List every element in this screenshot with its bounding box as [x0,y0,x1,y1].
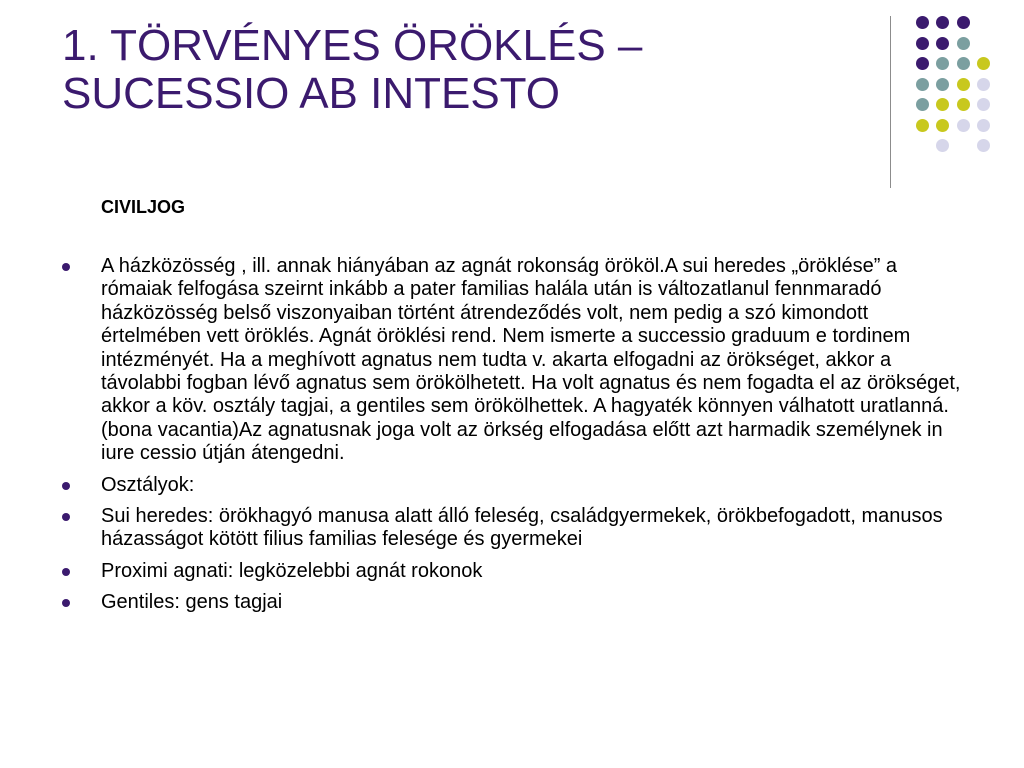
decorative-dot [977,119,990,132]
slide-title-line-1: 1. TÖRVÉNYES ÖRÖKLÉS – [62,21,643,70]
bullet-text: Proximi agnati: legközelebbi agnát rokonok [101,559,483,582]
bullet-item [60,591,970,614]
bullet-text: Sui heredes: örökhagyó manusa alatt álló feleség, családgyermekek, örökbefogadott, manusos házasságot kötött filius familias felesége és gyermekei [101,505,943,551]
bullet-icon [62,599,70,607]
decorative-dot [936,57,949,70]
decorative-dot [957,78,970,91]
slide-title-line-2: SUCESSIO AB INTESTO [62,69,560,118]
bullet-item [60,474,970,497]
decorative-dot [916,37,929,50]
subheading: CIVILJOG [101,197,186,217]
vertical-divider [890,16,891,188]
bullet-text: Gentiles: gens tagjai [101,591,283,614]
bullet-text: A házközösség , ill. annak hiányában az agnát rokonság örököl.A sui heredes „öröklése” a rómaiak felfogása szeirnt inkább a pater familias halála után is változatlanul fennmaradó házközösség belső viszonyaiban történt átrendeződés volt, nem pedig a szó kimondott értelmében vett öröklés. Agnát öröklési rend. Nem ismerte a successio graduum e tordinem intézményét. Ha a meghívott agnatus nem tudta v. akarta elfogadni az örökséget, akkor a távolabbi fogban lévő agnatus sem örökölhetett. Ha volt agnatus és nem fogadta el az örökséget, akkor a köv. osztály tagjai, a gentiles sem örökölhettek. A hagyaték könnyen válhatott uratlanná. (bona vacantia)Az agnatusnak joga volt az örkség elfogadása előtt azt harmadik személynek in iure cessio útján átengedni. [101,255,961,465]
slide-title [62,22,862,118]
decorative-dot [916,78,929,91]
decorative-dot [957,98,970,111]
decorative-dot [957,119,970,132]
decorative-dot [936,78,949,91]
bullet-item [60,560,970,583]
decorative-dot [977,57,990,70]
bullet-list [60,255,970,623]
bullet-icon [62,482,70,490]
decorative-dot [936,119,949,132]
decorative-dot [916,119,929,132]
decorative-dot [977,139,990,152]
decorative-dot [916,16,929,29]
bullet-item [60,255,970,466]
decorative-dot [977,78,990,91]
decorative-dot [936,98,949,111]
decorative-dot [916,98,929,111]
decorative-dot [936,37,949,50]
bullet-icon [62,568,70,576]
decorative-dot [957,57,970,70]
decorative-dot [977,98,990,111]
bullet-text: Osztályok: [101,473,195,496]
bullet-icon [62,263,70,271]
bullet-icon [62,513,70,521]
bullet-item [60,505,970,552]
decorative-dot [957,16,970,29]
decorative-dot [957,37,970,50]
decorative-dot [916,57,929,70]
decorative-dot [936,16,949,29]
decorative-dot [936,139,949,152]
